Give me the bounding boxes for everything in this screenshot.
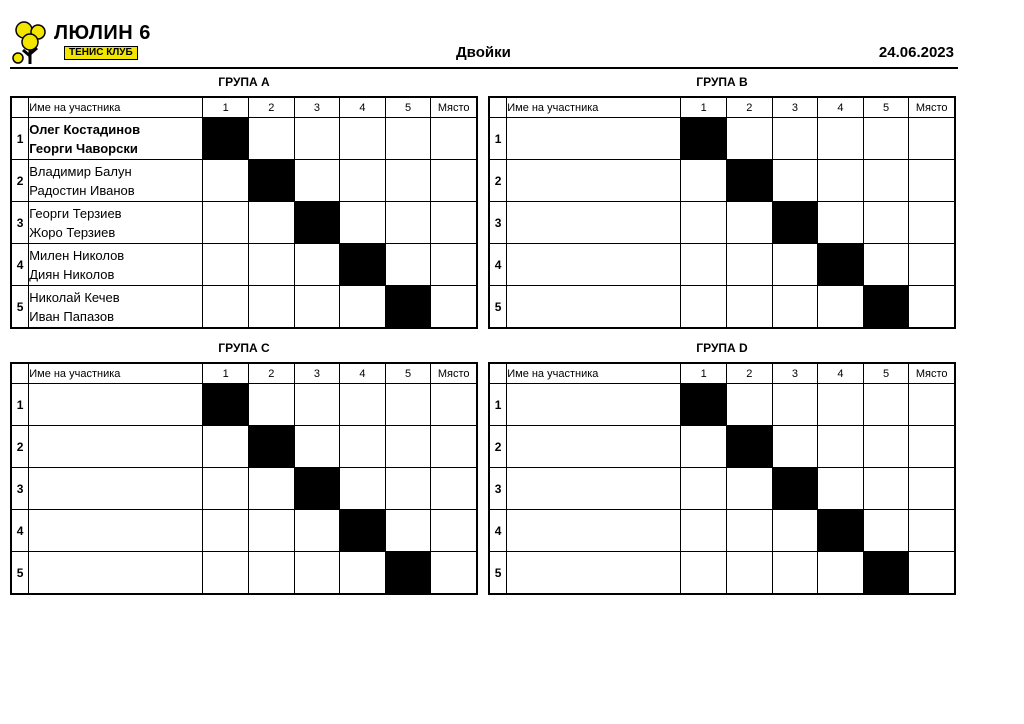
match-result-cell[interactable]: [727, 510, 773, 552]
match-result-cell[interactable]: [818, 552, 864, 595]
match-result-cell[interactable]: [249, 202, 295, 244]
self-match-blocked-cell: [249, 160, 295, 202]
match-result-cell[interactable]: [203, 510, 249, 552]
group-d: [488, 340, 956, 595]
match-result-cell[interactable]: [249, 552, 295, 595]
match-result-cell[interactable]: [385, 244, 431, 286]
row-number: 4: [11, 510, 29, 552]
place-cell[interactable]: [909, 510, 955, 552]
row-number: 4: [489, 510, 507, 552]
table-row: [11, 286, 477, 329]
match-result-cell[interactable]: [772, 510, 818, 552]
club-subtitle: ТЕНИС КЛУБ: [64, 46, 138, 60]
row-number: 3: [11, 468, 29, 510]
participant-names-cell[interactable]: [29, 384, 203, 426]
table-row: [489, 202, 955, 244]
opponent-column-header: 2: [249, 97, 295, 118]
match-result-cell[interactable]: [681, 468, 727, 510]
match-result-cell[interactable]: [818, 202, 864, 244]
self-match-blocked-cell: [340, 510, 386, 552]
row-number: 1: [489, 118, 507, 160]
self-match-blocked-cell: [863, 286, 909, 329]
table-row: [489, 244, 955, 286]
match-result-cell[interactable]: [294, 118, 340, 160]
opponent-column-header: 2: [727, 97, 773, 118]
match-result-cell[interactable]: [385, 468, 431, 510]
club-name: ЛЮЛИН 6: [54, 22, 151, 44]
table-header-row: [11, 97, 477, 118]
place-cell[interactable]: [431, 118, 477, 160]
opponent-column-header: 4: [340, 97, 386, 118]
group-c: [10, 340, 478, 595]
match-result-cell[interactable]: [863, 426, 909, 468]
match-result-cell[interactable]: [249, 286, 295, 329]
table-row: [489, 426, 955, 468]
place-column-header: Място: [431, 363, 477, 384]
match-result-cell[interactable]: [772, 426, 818, 468]
opponent-column-header: 4: [818, 97, 864, 118]
self-match-blocked-cell: [681, 384, 727, 426]
opponent-column-header: 1: [203, 97, 249, 118]
place-cell[interactable]: [909, 552, 955, 595]
match-result-cell[interactable]: [681, 552, 727, 595]
place-cell[interactable]: [431, 468, 477, 510]
round-robin-table: [10, 96, 478, 329]
match-result-cell[interactable]: [772, 160, 818, 202]
row-number: 3: [489, 468, 507, 510]
match-result-cell[interactable]: [294, 244, 340, 286]
table-row: [489, 160, 955, 202]
participant-names-cell[interactable]: [507, 552, 681, 595]
self-match-blocked-cell: [294, 202, 340, 244]
participant-names-cell[interactable]: [29, 118, 203, 160]
round-robin-table: [10, 362, 478, 595]
match-result-cell[interactable]: [340, 160, 386, 202]
participant-names-cell[interactable]: [507, 118, 681, 160]
opponent-column-header: 3: [294, 97, 340, 118]
group-title: ГРУПА C: [218, 341, 270, 355]
player-name: Владимир Балун: [29, 163, 132, 179]
participant-names-cell[interactable]: [507, 510, 681, 552]
match-result-cell[interactable]: [340, 468, 386, 510]
opponent-column-header: 4: [818, 363, 864, 384]
row-number: 5: [11, 552, 29, 595]
match-result-cell[interactable]: [863, 244, 909, 286]
match-result-cell[interactable]: [863, 510, 909, 552]
match-result-cell[interactable]: [385, 510, 431, 552]
match-result-cell[interactable]: [249, 510, 295, 552]
match-result-cell[interactable]: [681, 244, 727, 286]
table-row: [11, 384, 477, 426]
row-number: 5: [489, 552, 507, 595]
table-row: [489, 384, 955, 426]
round-robin-table: [488, 362, 956, 595]
match-result-cell[interactable]: [818, 286, 864, 329]
table-row: [489, 510, 955, 552]
table-row: [11, 202, 477, 244]
match-result-cell[interactable]: [681, 510, 727, 552]
match-result-cell[interactable]: [294, 426, 340, 468]
match-result-cell[interactable]: [818, 160, 864, 202]
match-result-cell[interactable]: [863, 384, 909, 426]
player-name: Жоро Терзиев: [29, 224, 116, 240]
match-result-cell[interactable]: [203, 202, 249, 244]
opponent-column-header: 5: [863, 97, 909, 118]
participant-names-cell[interactable]: [507, 286, 681, 329]
match-result-cell[interactable]: [385, 384, 431, 426]
row-number: 3: [489, 202, 507, 244]
match-result-cell[interactable]: [681, 160, 727, 202]
index-column-header: [11, 97, 29, 118]
row-number: 4: [489, 244, 507, 286]
table-row: [11, 552, 477, 595]
place-cell[interactable]: [431, 202, 477, 244]
self-match-blocked-cell: [818, 510, 864, 552]
opponent-column-header: 5: [863, 363, 909, 384]
self-match-blocked-cell: [772, 202, 818, 244]
table-header-row: [11, 363, 477, 384]
match-result-cell[interactable]: [727, 118, 773, 160]
match-result-cell[interactable]: [203, 286, 249, 329]
match-result-cell[interactable]: [681, 426, 727, 468]
match-result-cell[interactable]: [727, 286, 773, 329]
match-result-cell[interactable]: [818, 118, 864, 160]
opponent-column-header: 3: [772, 363, 818, 384]
participant-names-cell[interactable]: [507, 426, 681, 468]
participant-names-cell[interactable]: [29, 160, 203, 202]
opponent-column-header: 2: [727, 363, 773, 384]
match-result-cell[interactable]: [294, 160, 340, 202]
participant-names-cell[interactable]: [507, 468, 681, 510]
match-result-cell[interactable]: [249, 468, 295, 510]
match-result-cell[interactable]: [727, 384, 773, 426]
opponent-column-header: 3: [294, 363, 340, 384]
document-header: [12, 18, 958, 68]
match-result-cell[interactable]: [863, 160, 909, 202]
tree-tennis-ball-icon: [12, 20, 50, 66]
place-cell[interactable]: [431, 552, 477, 595]
self-match-blocked-cell: [727, 426, 773, 468]
match-result-cell[interactable]: [294, 384, 340, 426]
match-result-cell[interactable]: [772, 118, 818, 160]
player-name: Радостин Иванов: [29, 182, 135, 198]
player-name: Георги Чаворски: [29, 140, 138, 156]
row-number: 5: [11, 286, 29, 329]
round-robin-table: [488, 96, 956, 329]
row-number: 2: [11, 160, 29, 202]
self-match-blocked-cell: [863, 552, 909, 595]
self-match-blocked-cell: [340, 244, 386, 286]
row-number: 4: [11, 244, 29, 286]
group-title: ГРУПА D: [696, 341, 748, 355]
row-number: 1: [11, 118, 29, 160]
match-result-cell[interactable]: [203, 160, 249, 202]
match-result-cell[interactable]: [863, 202, 909, 244]
row-number: 2: [11, 426, 29, 468]
table-row: [489, 286, 955, 329]
place-cell[interactable]: [431, 384, 477, 426]
match-result-cell[interactable]: [772, 244, 818, 286]
opponent-column-header: 4: [340, 363, 386, 384]
table-row: [11, 426, 477, 468]
match-result-cell[interactable]: [249, 118, 295, 160]
place-cell[interactable]: [909, 244, 955, 286]
place-cell[interactable]: [909, 118, 955, 160]
participant-names-cell[interactable]: [29, 286, 203, 329]
participant-names-cell[interactable]: [29, 468, 203, 510]
match-result-cell[interactable]: [385, 118, 431, 160]
self-match-blocked-cell: [681, 118, 727, 160]
match-result-cell[interactable]: [340, 426, 386, 468]
document-date: 24.06.2023: [878, 44, 954, 61]
participant-names-cell[interactable]: [507, 244, 681, 286]
place-column-header: Място: [431, 97, 477, 118]
table-row: [489, 468, 955, 510]
opponent-column-header: 1: [681, 97, 727, 118]
index-column-header: [489, 363, 507, 384]
match-result-cell[interactable]: [203, 426, 249, 468]
player-name: Николай Кечев: [29, 289, 120, 305]
player-name: Милен Николов: [29, 247, 125, 263]
table-row: [489, 552, 955, 595]
opponent-column-header: 1: [681, 363, 727, 384]
match-result-cell[interactable]: [249, 384, 295, 426]
opponent-column-header: 5: [385, 97, 431, 118]
place-cell[interactable]: [431, 286, 477, 329]
place-cell[interactable]: [909, 426, 955, 468]
row-number: 1: [11, 384, 29, 426]
self-match-blocked-cell: [385, 552, 431, 595]
place-cell[interactable]: [909, 202, 955, 244]
match-result-cell[interactable]: [340, 384, 386, 426]
self-match-blocked-cell: [249, 426, 295, 468]
participant-names-cell[interactable]: [507, 384, 681, 426]
table-header-row: [489, 363, 955, 384]
index-column-header: [11, 363, 29, 384]
table-row: [11, 118, 477, 160]
participant-name-header: Име на участника: [29, 97, 203, 118]
match-result-cell[interactable]: [294, 510, 340, 552]
place-cell[interactable]: [431, 160, 477, 202]
place-cell[interactable]: [909, 160, 955, 202]
match-result-cell[interactable]: [203, 552, 249, 595]
match-result-cell[interactable]: [681, 286, 727, 329]
player-name: Иван Папазов: [29, 308, 114, 324]
match-result-cell[interactable]: [772, 286, 818, 329]
player-name: Георги Терзиев: [29, 205, 122, 221]
table-row: [11, 468, 477, 510]
match-result-cell[interactable]: [772, 552, 818, 595]
self-match-blocked-cell: [727, 160, 773, 202]
match-result-cell[interactable]: [294, 552, 340, 595]
match-result-cell[interactable]: [340, 202, 386, 244]
participant-name-header: Име на участника: [29, 363, 203, 384]
match-result-cell[interactable]: [385, 202, 431, 244]
opponent-column-header: 2: [249, 363, 295, 384]
match-result-cell[interactable]: [385, 426, 431, 468]
table-header-row: [489, 97, 955, 118]
row-number: 2: [489, 426, 507, 468]
opponent-column-header: 3: [772, 97, 818, 118]
self-match-blocked-cell: [294, 468, 340, 510]
match-result-cell[interactable]: [818, 384, 864, 426]
header-divider: [10, 67, 958, 69]
participant-names-cell[interactable]: [29, 552, 203, 595]
self-match-blocked-cell: [203, 384, 249, 426]
participant-names-cell[interactable]: [507, 202, 681, 244]
participant-names-cell[interactable]: [507, 160, 681, 202]
match-result-cell[interactable]: [727, 244, 773, 286]
match-result-cell[interactable]: [203, 244, 249, 286]
place-cell[interactable]: [431, 510, 477, 552]
table-row: [11, 160, 477, 202]
place-cell[interactable]: [909, 384, 955, 426]
row-number: 1: [489, 384, 507, 426]
group-b: [488, 74, 956, 329]
self-match-blocked-cell: [772, 468, 818, 510]
player-name: Диян Николов: [29, 266, 115, 282]
match-result-cell[interactable]: [863, 468, 909, 510]
match-result-cell[interactable]: [772, 384, 818, 426]
match-result-cell[interactable]: [863, 118, 909, 160]
place-column-header: Място: [909, 97, 955, 118]
group-title: ГРУПА A: [218, 75, 270, 89]
row-number: 2: [489, 160, 507, 202]
player-name: Олег Костадинов: [29, 121, 141, 137]
self-match-blocked-cell: [818, 244, 864, 286]
match-result-cell[interactable]: [203, 468, 249, 510]
row-number: 3: [11, 202, 29, 244]
match-result-cell[interactable]: [294, 286, 340, 329]
participant-names-cell[interactable]: [29, 510, 203, 552]
opponent-column-header: 5: [385, 363, 431, 384]
match-result-cell[interactable]: [681, 202, 727, 244]
group-a: [10, 74, 478, 329]
place-cell[interactable]: [909, 468, 955, 510]
place-cell[interactable]: [431, 426, 477, 468]
self-match-blocked-cell: [203, 118, 249, 160]
match-result-cell[interactable]: [385, 160, 431, 202]
match-result-cell[interactable]: [727, 552, 773, 595]
index-column-header: [489, 97, 507, 118]
participant-name-header: Име на участника: [507, 363, 681, 384]
table-row: [489, 118, 955, 160]
match-result-cell[interactable]: [818, 468, 864, 510]
match-result-cell[interactable]: [818, 426, 864, 468]
match-result-cell[interactable]: [727, 468, 773, 510]
self-match-blocked-cell: [385, 286, 431, 329]
place-cell[interactable]: [431, 244, 477, 286]
table-row: [11, 510, 477, 552]
row-number: 5: [489, 286, 507, 329]
participant-names-cell[interactable]: [29, 244, 203, 286]
match-result-cell[interactable]: [727, 202, 773, 244]
match-result-cell[interactable]: [340, 286, 386, 329]
table-row: [11, 244, 477, 286]
match-result-cell[interactable]: [340, 118, 386, 160]
opponent-column-header: 1: [203, 363, 249, 384]
page-title: Двойки: [456, 44, 511, 61]
participant-names-cell[interactable]: [29, 426, 203, 468]
place-cell[interactable]: [909, 286, 955, 329]
place-column-header: Място: [909, 363, 955, 384]
group-title: ГРУПА B: [696, 75, 748, 89]
match-result-cell[interactable]: [340, 552, 386, 595]
match-result-cell[interactable]: [249, 244, 295, 286]
participant-names-cell[interactable]: [29, 202, 203, 244]
participant-name-header: Име на участника: [507, 97, 681, 118]
